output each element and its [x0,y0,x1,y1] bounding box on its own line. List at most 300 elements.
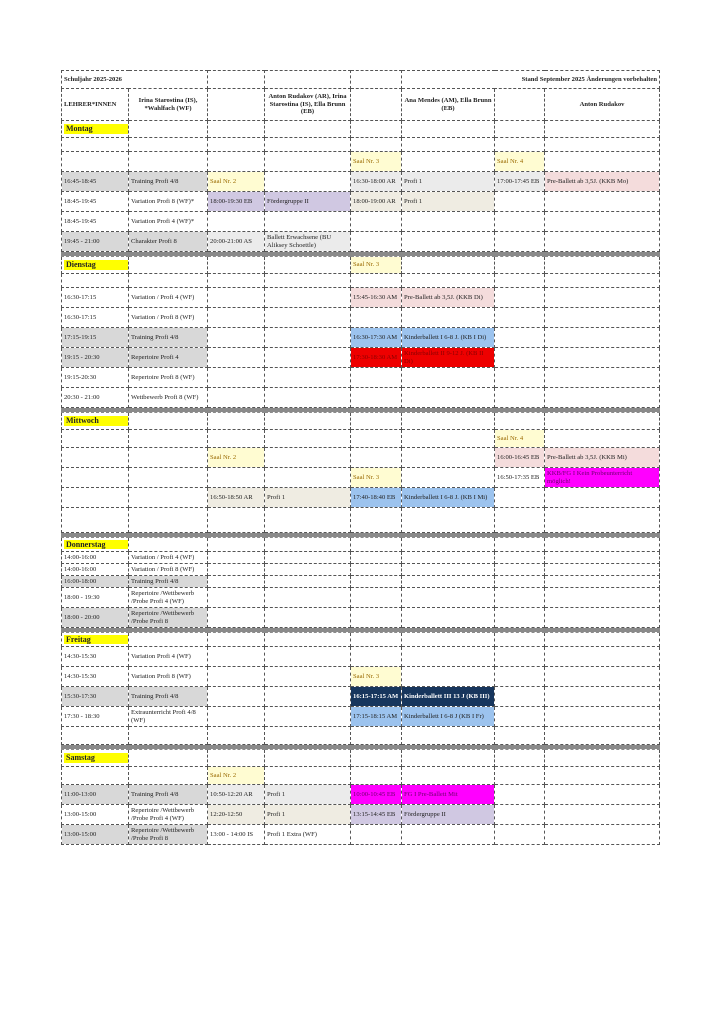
time-cell: 16:30-17:30 AM [351,328,402,348]
time-cell: 14:30-15:30 [62,667,129,687]
empty-cell [402,633,495,647]
empty-cell [62,448,129,468]
class-cell: Repertoire /Wettbewerb /Probe Profi 8 [129,825,208,845]
empty-cell [208,687,265,707]
empty-cell [402,647,495,667]
empty-cell [545,212,660,232]
col-header-anton: Anton Rudakov [545,89,660,121]
empty-cell [265,413,351,430]
class-cell: Variation Profi 4 (WF)* [129,212,208,232]
empty-cell [402,727,495,745]
empty-cell [495,805,545,825]
saal-label: Saal Nr. 2 [208,172,265,192]
class-cell: Variation / Profi 8 (WF) [129,308,208,328]
empty-cell [129,727,208,745]
class-cell: Variation / Profi 4 (WF) [129,288,208,308]
saal-label: Saal Nr. 2 [208,448,265,468]
time-cell: 18:00 - 19:30 [62,588,129,608]
empty-cell [265,308,351,328]
time-cell: 20:30 - 21:00 [62,388,129,408]
empty-cell [545,328,660,348]
day-label-dienstag: Dienstag [62,257,129,274]
empty-cell [208,328,265,348]
empty-cell [351,588,402,608]
empty-cell [495,257,545,274]
class-cell: Profi 1 Extra (WF) [265,825,351,845]
empty-cell [545,687,660,707]
class-cell: KKB/FG I Kein Probeunterricht möglich! [545,468,660,488]
col-header-ana: Ana Mendes (AM), Ella Brunn (EB) [402,89,495,121]
empty-cell [545,647,660,667]
time-cell: 16:50-17:35 EB [495,468,545,488]
empty-cell [129,152,208,172]
empty-cell [208,388,265,408]
class-cell: Repertoire Profi 8 (WF) [129,368,208,388]
time-cell: 18:00 - 20:00 [62,608,129,628]
empty-cell [265,608,351,628]
empty-cell [265,552,351,564]
class-cell: Charakter Profi 8 [129,232,208,252]
time-cell: 14:00-16:00 [62,552,129,564]
day-label-freitag: Freitag [62,633,129,647]
empty-cell [208,576,265,588]
empty-cell [351,121,402,138]
empty-cell [265,152,351,172]
empty-cell [129,413,208,430]
empty-cell [402,448,495,468]
empty-cell [208,413,265,430]
time-cell: 13:00-15:00 [62,825,129,845]
empty-cell [545,121,660,138]
empty-cell [208,647,265,667]
class-cell: Repertoire /Wettbewerb /Probe Profi 8 [129,608,208,628]
empty-cell [62,468,129,488]
empty-cell [402,430,495,448]
empty-cell [545,608,660,628]
empty-cell [62,138,129,152]
saal-label: Saal Nr. 2 [208,767,265,785]
class-cell: Kinderballett II 9-12 J. (KB II Di) [402,348,495,368]
empty-cell [545,538,660,552]
empty-cell [208,274,265,288]
class-cell: Variation Profi 8 (WF) [129,667,208,687]
empty-cell [495,89,545,121]
empty-cell [545,805,660,825]
time-cell: 17:15-19:15 [62,328,129,348]
empty-cell [208,552,265,564]
empty-cell [495,508,545,533]
empty-cell [351,767,402,785]
empty-cell [351,564,402,576]
empty-cell [495,288,545,308]
empty-cell [402,257,495,274]
empty-cell [265,368,351,388]
empty-cell [402,413,495,430]
empty-cell [351,413,402,430]
day-label-samstag: Samstag [62,750,129,767]
empty-cell [545,257,660,274]
empty-cell [265,767,351,785]
empty-cell [265,430,351,448]
empty-cell [351,448,402,468]
empty-cell [265,564,351,576]
empty-cell [62,488,129,508]
time-cell: 14:00-16:00 [62,564,129,576]
empty-cell [351,368,402,388]
stand-notice: Stand September 2025 Änderungen vorbehalten [402,71,660,89]
class-cell: Pre-Ballett ab 3,5J. (KKB Mo) [545,172,660,192]
empty-cell [129,488,208,508]
empty-cell [62,767,129,785]
time-cell: 16:15-17:15 AM [351,687,402,707]
time-cell: 18:00-19:00 AR [351,192,402,212]
empty-cell [402,138,495,152]
empty-cell [208,468,265,488]
empty-cell [495,707,545,727]
empty-cell [545,413,660,430]
empty-cell [351,430,402,448]
empty-cell [351,274,402,288]
class-cell: Kinderballett I 6-8 J. (KB I Mi) [402,488,495,508]
time-cell: 19:15-20:30 [62,368,129,388]
empty-cell [545,588,660,608]
empty-cell [208,89,265,121]
empty-cell [265,448,351,468]
class-cell: Extraunterricht Profi 4/8 (WF) [129,707,208,727]
empty-cell [402,508,495,533]
time-cell: 15:30-17:30 [62,687,129,707]
empty-cell [208,508,265,533]
empty-cell [545,785,660,805]
empty-cell [545,388,660,408]
empty-cell [402,767,495,785]
schedule-table [61,70,660,845]
empty-cell [208,588,265,608]
empty-cell [351,647,402,667]
class-cell: Repertoire /Wettbewerb /Probe Profi 4 (WF) [129,805,208,825]
class-cell: Kinderballett I 6-8 J (KB I Fr) [402,707,495,727]
empty-cell [495,121,545,138]
empty-cell [402,368,495,388]
empty-cell [545,707,660,727]
empty-cell [129,138,208,152]
day-label-montag: Montag [62,121,129,138]
time-cell: 13:00-15:00 [62,805,129,825]
empty-cell [129,750,208,767]
empty-cell [545,750,660,767]
day-label-mittwoch: Mittwoch [62,413,129,430]
time-cell: 20:00-21:00 AS [208,232,265,252]
time-cell: 15:45-16:30 AM [351,288,402,308]
empty-cell [265,687,351,707]
empty-cell [208,727,265,745]
empty-cell [265,388,351,408]
empty-cell [351,308,402,328]
empty-cell [545,576,660,588]
empty-cell [351,633,402,647]
empty-cell [62,430,129,448]
class-cell: Variation Profi 4 (WF) [129,647,208,667]
empty-cell [495,388,545,408]
empty-cell [208,430,265,448]
time-cell: 17:15-18:15 AM [351,707,402,727]
empty-cell [402,468,495,488]
empty-cell [402,274,495,288]
empty-cell [208,368,265,388]
empty-cell [351,71,402,89]
time-cell: 14:30-15:30 [62,647,129,667]
empty-cell [208,152,265,172]
empty-cell [208,667,265,687]
empty-cell [545,308,660,328]
class-cell: Fördergruppe II [402,805,495,825]
empty-cell [402,552,495,564]
empty-cell [208,538,265,552]
time-cell: 17:30 - 18:30 [62,707,129,727]
empty-cell [545,552,660,564]
empty-cell [402,576,495,588]
empty-cell [265,138,351,152]
empty-cell [129,430,208,448]
time-cell: 10:00-10:45 EB [351,785,402,805]
time-cell: 16:50-18:50 AR [208,488,265,508]
empty-cell [545,192,660,212]
empty-cell [265,508,351,533]
class-cell: Training Profi 4/8 [129,172,208,192]
empty-cell [495,647,545,667]
empty-cell [545,288,660,308]
class-cell: Pre-Ballett ab 3,5J. (KKB Di) [402,288,495,308]
empty-cell [545,633,660,647]
empty-cell [351,552,402,564]
empty-cell [402,825,495,845]
empty-cell [545,232,660,252]
empty-cell [129,508,208,533]
time-cell: 19:15 - 20:30 [62,348,129,368]
empty-cell [351,232,402,252]
empty-cell [495,413,545,430]
time-cell: 16:30-18:00 AR [351,172,402,192]
class-cell: Training Profi 4/8 [129,328,208,348]
empty-cell [129,257,208,274]
time-cell: 18:45-19:45 [62,212,129,232]
day-label-donnerstag: Donnerstag [62,538,129,552]
empty-cell [265,121,351,138]
empty-cell [208,308,265,328]
empty-cell [402,212,495,232]
time-cell: 18:45-19:45 [62,192,129,212]
time-cell: 17:00-17:45 EB [495,172,545,192]
empty-cell [545,488,660,508]
empty-cell [265,647,351,667]
time-cell: 17:40-18:40 EB [351,488,402,508]
time-cell: 13:15-14:45 EB [351,805,402,825]
class-cell: Repertoire Profi 4 [129,348,208,368]
empty-cell [265,348,351,368]
time-cell: 16:00-18:00 [62,576,129,588]
class-cell: Fördergruppe II [265,192,351,212]
empty-cell [265,71,351,89]
empty-cell [545,430,660,448]
class-cell: Profi 1 [265,488,351,508]
empty-cell [402,564,495,576]
empty-cell [402,667,495,687]
class-cell: Variation / Profi 4 (WF) [129,552,208,564]
empty-cell [402,232,495,252]
saal-label: Saal Nr. 3 [351,257,402,274]
empty-cell [495,564,545,576]
saal-label: Saal Nr. 3 [351,468,402,488]
empty-cell [351,825,402,845]
empty-cell [495,138,545,152]
empty-cell [495,785,545,805]
empty-cell [495,348,545,368]
empty-cell [265,707,351,727]
time-cell: 16:30-17:15 [62,308,129,328]
col-header-irina: Irina Starostina (IS), *Wahlfach (WF) [129,89,208,121]
empty-cell [129,274,208,288]
empty-cell [545,767,660,785]
class-cell: Profi 1 [402,172,495,192]
empty-cell [351,750,402,767]
empty-cell [208,121,265,138]
empty-cell [545,564,660,576]
time-cell: 10:50-12:20 AR [208,785,265,805]
empty-cell [495,308,545,328]
empty-cell [545,727,660,745]
empty-cell [495,825,545,845]
time-cell: 16:00-16:45 EB [495,448,545,468]
empty-cell [351,538,402,552]
class-cell: Variation Profi 8 (WF)* [129,192,208,212]
empty-cell [495,687,545,707]
class-cell: Kinderballett I 6-8 J. (KB I Di) [402,328,495,348]
empty-cell [545,825,660,845]
empty-cell [495,667,545,687]
empty-cell [402,121,495,138]
col-header-teachers: LEHRER*INNEN [62,89,129,121]
empty-cell [351,212,402,232]
empty-cell [495,608,545,628]
empty-cell [351,727,402,745]
empty-cell [351,576,402,588]
empty-cell [62,727,129,745]
time-cell: 17:30-18:30 AM [351,348,402,368]
empty-cell [62,152,129,172]
empty-cell [208,257,265,274]
empty-cell [351,508,402,533]
class-cell: Profi 1 [265,805,351,825]
time-cell: 18:00-19:30 EB [208,192,265,212]
empty-cell [351,138,402,152]
time-cell: 16:30-17:15 [62,288,129,308]
empty-cell [495,552,545,564]
empty-cell [265,172,351,192]
empty-cell [208,71,265,89]
class-cell: Pre-Ballett ab 3,5J. (KKB Mi) [545,448,660,468]
empty-cell [208,608,265,628]
empty-cell [495,212,545,232]
empty-cell [495,538,545,552]
empty-cell [129,468,208,488]
empty-cell [545,138,660,152]
empty-cell [208,750,265,767]
empty-cell [495,767,545,785]
empty-cell [402,608,495,628]
empty-cell [265,274,351,288]
empty-cell [265,576,351,588]
empty-cell [351,388,402,408]
empty-cell [62,508,129,533]
empty-cell [208,288,265,308]
empty-cell [129,448,208,468]
empty-cell [495,192,545,212]
empty-cell [351,89,402,121]
empty-cell [545,508,660,533]
empty-cell [402,388,495,408]
empty-cell [351,608,402,628]
empty-cell [545,348,660,368]
empty-cell [208,348,265,368]
time-cell: 16:45-18:45 [62,172,129,192]
saal-label: Saal Nr. 4 [495,430,545,448]
empty-cell [402,308,495,328]
class-cell: Variation / Profi 8 (WF) [129,564,208,576]
class-cell: Training Profi 4/8 [129,576,208,588]
class-cell: Profi 1 [265,785,351,805]
empty-cell [545,274,660,288]
class-cell: Repertoire /Wettbewerb /Probe Profi 4 (WF) [129,588,208,608]
empty-cell [265,468,351,488]
empty-cell [402,750,495,767]
empty-cell [545,152,660,172]
empty-cell [495,727,545,745]
empty-cell [129,767,208,785]
class-cell: Kinderballett III 13 J (KB III) [402,687,495,707]
empty-cell [402,152,495,172]
empty-cell [265,588,351,608]
empty-cell [208,138,265,152]
empty-cell [495,750,545,767]
empty-cell [265,538,351,552]
empty-cell [265,288,351,308]
empty-cell [265,212,351,232]
schedule-sheet [61,70,659,850]
empty-cell [495,576,545,588]
time-cell: 12:20-12:50 [208,805,265,825]
empty-cell [495,328,545,348]
class-cell: FG I Pre-Ballett Mit [402,785,495,805]
page-title: Schuljahr 2025-2026 [62,71,208,89]
empty-cell [129,121,208,138]
empty-cell [402,538,495,552]
empty-cell [495,588,545,608]
empty-cell [495,232,545,252]
empty-cell [495,368,545,388]
empty-cell [265,633,351,647]
empty-cell [265,257,351,274]
empty-cell [402,588,495,608]
col-header-anton-group: Anton Rudakov (AR), Irina Starostina (IS), Ella Brunn (EB) [265,89,351,121]
empty-cell [265,328,351,348]
saal-label: Saal Nr. 4 [495,152,545,172]
empty-cell [265,667,351,687]
empty-cell [208,564,265,576]
empty-cell [208,707,265,727]
empty-cell [495,488,545,508]
class-cell: Training Profi 4/8 [129,687,208,707]
class-cell: Training Profi 4/8 [129,785,208,805]
